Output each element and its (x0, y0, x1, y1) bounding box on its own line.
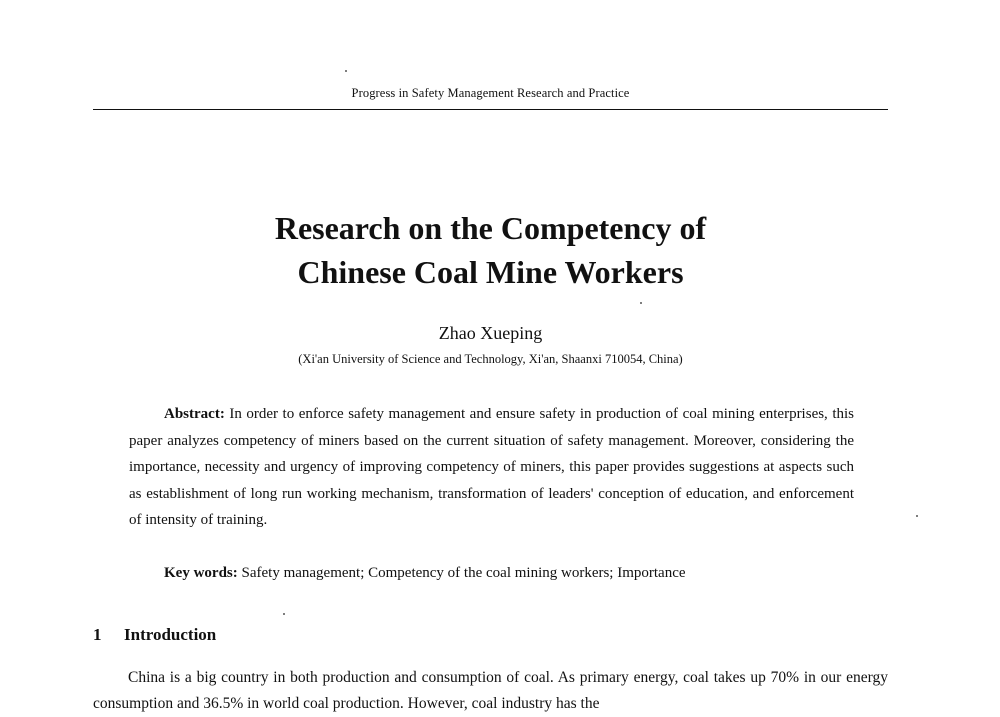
running-header: Progress in Safety Management Research and Practice (351, 86, 630, 100)
author-affiliation: (Xi'an University of Science and Technology, Xi'an, Shaanxi 710054, China) (298, 352, 683, 366)
scan-speck (640, 302, 642, 304)
paper-title (93, 206, 888, 294)
abstract-paragraph (129, 401, 854, 534)
keywords-paragraph (164, 560, 864, 586)
scan-speck (345, 70, 347, 72)
keywords-text: Safety management; Competency of the coal mining workers; Importance (237, 565, 686, 581)
title-line-2: Chinese Coal Mine Workers (297, 254, 684, 290)
abstract-label: Abstract: (164, 406, 225, 422)
introduction-paragraph: China is a big country in both production and consumption of coal. As primary energy, coal takes up 70% in our energy consumption and 36.5% in world coal production. However, coal industry has the (93, 669, 888, 712)
header-rule (93, 109, 888, 110)
author-name: Zhao Xueping (438, 323, 543, 343)
abstract-text: In order to enforce safety management and ensure safety in production of coal mining enterprises, this paper analyzes competency of miners based on the current situation of safety management. Moreover, considering the importance, necessity and urgency of improving competency of miners, this paper provides suggestions at aspects such as establishment of long run working mechanism, transformation of leaders' conception of education, and enforcement of intensity of training. (129, 406, 854, 528)
section-number: 1 (93, 625, 102, 644)
scan-speck (283, 613, 285, 615)
section-title: Introduction (124, 625, 217, 644)
scan-speck (916, 515, 918, 517)
title-line-1: Research on the Competency of (274, 210, 707, 246)
keywords-label: Key words: (164, 565, 238, 581)
section-heading-introduction (93, 625, 216, 645)
